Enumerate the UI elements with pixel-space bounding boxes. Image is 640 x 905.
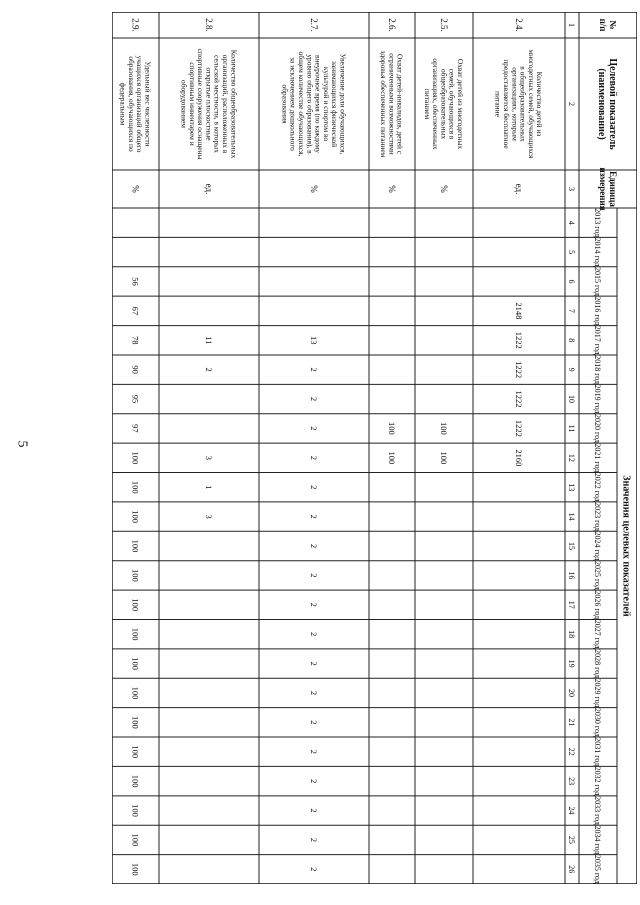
row-value: 100: [130, 715, 141, 729]
column-number: 9: [567, 367, 577, 372]
row-value: 3: [204, 455, 215, 460]
row-value: 2: [309, 602, 320, 607]
row-unit: %: [130, 185, 141, 193]
year-header: 2014 год: [593, 237, 603, 267]
year-header: 2016 год: [593, 296, 603, 326]
row-value: 100: [439, 422, 450, 435]
row-value: 67: [130, 306, 141, 316]
header-num: №п/п: [597, 18, 618, 32]
row-indicator-name: Увеличение доли обучающихся,занимающихся физическойкультурой и спортом вовнеурочное время (по каждомууровню общего образования), вобщем количестве обучающихся,за исключением дошкольногообразования: [280, 51, 348, 157]
row-number: 2.9.: [130, 18, 141, 32]
row-value: 100: [130, 774, 141, 788]
row-value: 100: [387, 451, 398, 465]
column-number: 25: [567, 835, 577, 844]
year-header: 2030 год: [593, 707, 603, 737]
column-number: 6: [567, 279, 577, 284]
row-number: 2.4.: [513, 18, 524, 32]
row-value: 100: [130, 510, 141, 523]
row-unit: %: [308, 185, 319, 193]
row-unit: %: [438, 185, 449, 193]
year-header: 2027 год: [593, 619, 603, 649]
column-number: 14: [567, 512, 577, 521]
row-value: 100: [387, 422, 398, 435]
row-value: 2: [309, 514, 320, 519]
row-value: 100: [130, 539, 141, 553]
row-value: 100: [130, 627, 141, 641]
column-number: 10: [567, 395, 577, 404]
header-indicator: Целевой показатель(наименование): [595, 58, 619, 150]
column-number: 19: [567, 659, 577, 668]
row-value: 2: [309, 867, 320, 872]
year-header: 2017 год: [593, 325, 603, 355]
year-header: 2032 год: [593, 766, 603, 796]
row-value: 1222: [514, 390, 525, 408]
year-header: 2019 год: [593, 384, 603, 414]
column-number: 12: [567, 453, 577, 462]
row-value: 2: [309, 485, 320, 490]
row-value: 100: [130, 569, 141, 582]
column-number: 5: [567, 250, 577, 255]
row-value: 2160: [514, 449, 525, 467]
column-number: 20: [567, 688, 577, 697]
row-number: 2.8.: [203, 18, 214, 32]
row-value: 100: [130, 657, 141, 670]
row-value: 2: [309, 367, 320, 372]
row-number: 2.7.: [308, 18, 319, 32]
row-value: 2: [309, 779, 320, 784]
row-value: 2: [204, 367, 215, 372]
row-value: 2: [309, 690, 320, 696]
row-value: 2: [309, 543, 320, 549]
column-number: 22: [567, 747, 577, 756]
row-value: 13: [309, 336, 320, 345]
row-indicator-name: Удельный вес численностиучащихся организаций общегообразования, обучающихся пофедеральным: [118, 55, 153, 153]
column-number: 7: [567, 308, 577, 313]
row-value: 1222: [514, 361, 525, 379]
row-value: 2: [309, 661, 320, 666]
row-unit: ед.: [203, 183, 214, 195]
column-number: 18: [567, 630, 577, 639]
row-value: 100: [439, 451, 450, 465]
column-number: 16: [567, 571, 577, 580]
row-value: 56: [130, 277, 141, 286]
header-unit: Единицаизмерения: [597, 167, 618, 211]
header-values-title: Значения целевых показателей: [620, 475, 632, 617]
row-value: 78: [130, 336, 141, 345]
row-value: 11: [204, 336, 215, 345]
column-number: 1: [567, 23, 577, 27]
row-indicator-name: Охват детей из многодетныхсемей, обучающихся вобщеобразовательныхорганизациях, обеспеченныхпитанием: [422, 58, 465, 150]
column-number: 3: [567, 187, 577, 191]
row-value: 100: [130, 451, 141, 465]
row-value: 2: [309, 837, 320, 843]
column-number: 8: [567, 338, 577, 343]
year-header: 2031 год: [593, 737, 603, 767]
column-number: 24: [567, 806, 577, 815]
row-value: 100: [130, 804, 141, 817]
year-header: 2021 год: [593, 443, 603, 473]
row-indicator-name: Количество детей измногодетных семей, обучающихсяв общеобразовательныхорганизациях, которымпредоставляется бесплатноепитание: [493, 49, 545, 159]
row-value: 100: [130, 833, 141, 847]
row-number: 2.6.: [386, 18, 397, 32]
row-value: 100: [130, 480, 141, 494]
row-indicator-name: Количество общеобразовательныхорганизаций, расположенных всельской местности, в которыхоткрытые плоскостныеспортивные сооружения оснащеныспортивным инвентарем иоборудованием: [179, 48, 239, 160]
row-value: 1222: [514, 331, 525, 349]
column-number: 21: [567, 718, 577, 727]
year-header: 2024 год: [593, 531, 603, 561]
column-number: 4: [567, 220, 577, 225]
row-value: 2: [309, 426, 320, 431]
column-number: 15: [567, 542, 577, 550]
row-unit: ед.: [513, 183, 524, 195]
row-indicator-name: Охват детей-инвалидов, детей сограниченными возможностямиздоровья обеспеченных питанием: [379, 50, 405, 158]
row-value: 2: [309, 720, 320, 725]
row-value: 2: [309, 455, 320, 460]
row-value: 2: [309, 749, 320, 754]
year-header: 2029 год: [593, 678, 603, 708]
column-number: 2: [567, 102, 577, 106]
year-header: 2033 год: [593, 796, 603, 825]
row-value: 2148: [514, 302, 525, 320]
row-number: 2.5.: [438, 18, 449, 32]
row-value: 3: [204, 514, 215, 519]
row-value: 90: [130, 365, 141, 374]
target-indicators-table: [112, 12, 637, 884]
row-unit: %: [386, 185, 397, 193]
row-value: 100: [130, 598, 141, 612]
row-value: 1222: [514, 419, 525, 437]
row-value: 1: [204, 485, 215, 490]
year-header: 2025 год: [593, 560, 603, 590]
year-header: 2020 год: [593, 413, 603, 443]
year-header: 2028 год: [593, 649, 603, 679]
column-number: 11: [567, 424, 577, 433]
year-header: 2015 год: [593, 267, 603, 296]
row-value: 2: [309, 808, 320, 813]
column-number: 23: [567, 777, 577, 786]
row-value: 100: [130, 686, 141, 700]
row-value: 100: [130, 862, 141, 876]
row-value: 97: [130, 424, 141, 433]
table-grid: [112, 12, 637, 884]
year-header: 2013 год: [593, 208, 603, 238]
column-number: 13: [567, 483, 577, 492]
row-value: 2: [309, 632, 320, 637]
page-number: 5: [14, 440, 30, 448]
year-header: 2023 год: [593, 502, 603, 532]
year-header: 2026 год: [593, 590, 603, 620]
year-header: 2035 год: [593, 854, 603, 884]
column-number: 17: [567, 600, 577, 609]
column-number: 26: [567, 865, 577, 874]
row-value: 2: [309, 573, 320, 578]
row-value: 95: [130, 394, 141, 404]
year-header: 2034 год: [593, 825, 603, 855]
year-header: 2018 год: [593, 355, 603, 385]
row-value: 2: [309, 396, 320, 402]
row-value: 100: [130, 745, 141, 759]
year-header: 2022 год: [593, 472, 603, 502]
